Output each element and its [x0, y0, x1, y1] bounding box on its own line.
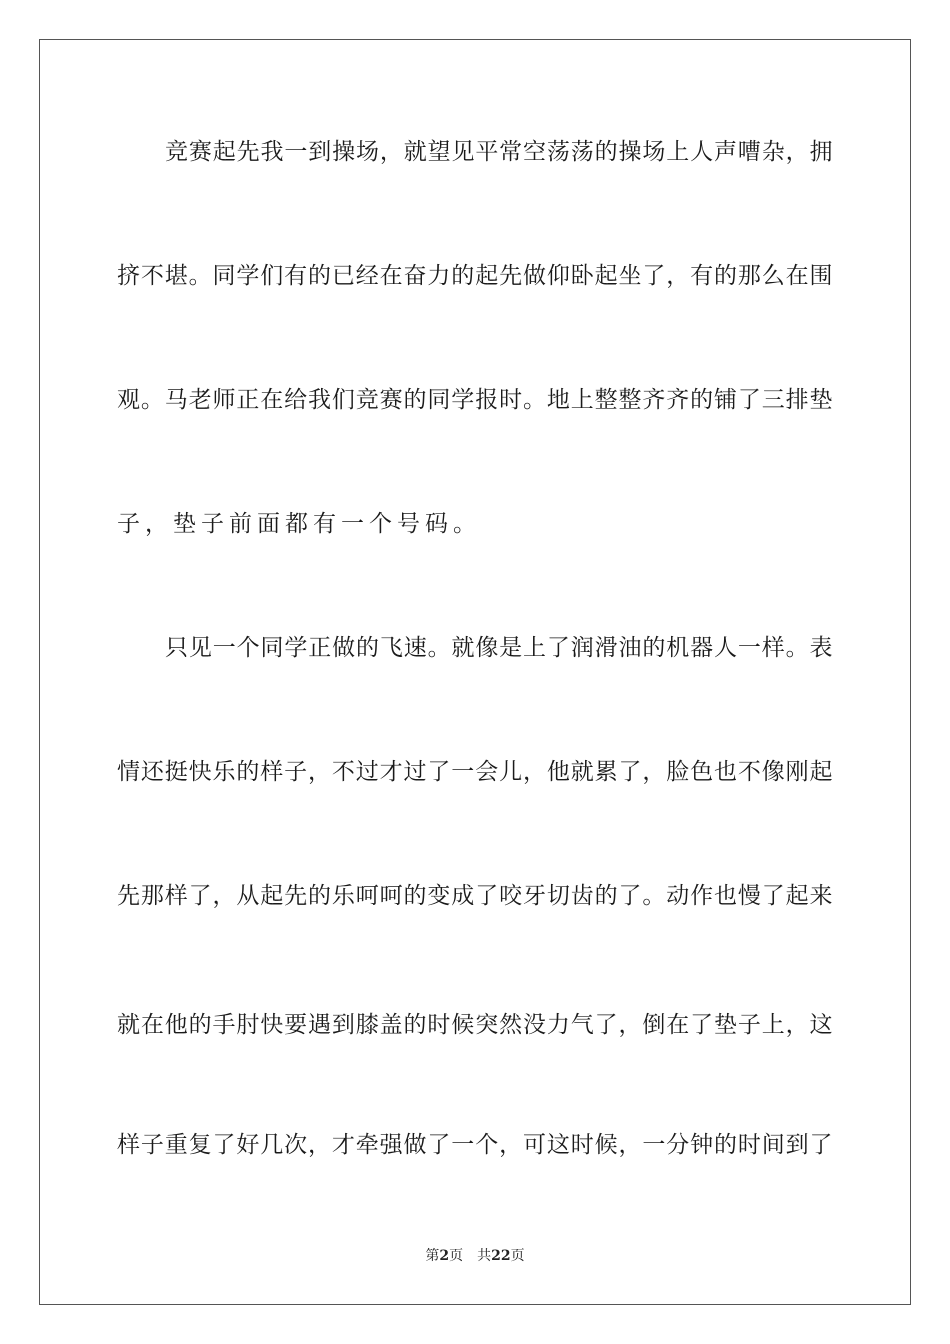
paragraph-2-line-2: 情还挺快乐的样子，不过才过了一会儿，他就累了，脸色也不像刚起 [117, 759, 833, 785]
footer-total-prefix: 共 [477, 1248, 492, 1264]
paragraph-1-line-2: 挤不堪。同学们有的已经在奋力的起先做仰卧起坐了，有的那么在围 [117, 263, 833, 289]
footer-total-pages: 22 [491, 1248, 511, 1264]
paragraph-2-line-3: 先那样了，从起先的乐呵呵的变成了咬牙切齿的了。动作也慢了起来 [117, 883, 833, 909]
page-border [39, 39, 911, 1305]
paragraph-1-line-1: 竞赛起先我一到操场，就望见平常空荡荡的操场上人声嘈杂，拥 [165, 139, 833, 165]
paragraph-2-line-1: 只见一个同学正做的飞速。就像是上了润滑油的机器人一样。表 [165, 635, 833, 661]
paragraph-2-line-4: 就在他的手肘快要遇到膝盖的时候突然没力气了，倒在了垫子上，这 [117, 1012, 833, 1038]
footer-page-number: 2 [439, 1248, 450, 1264]
page-footer [0, 1247, 950, 1265]
paragraph-1-line-4: 子，垫子前面都有一个号码。 [117, 511, 481, 537]
paragraph-2-line-5: 样子重复了好几次，才牵强做了一个，可这时候，一分钟的时间到了 [117, 1132, 833, 1158]
footer-total-suffix: 页 [510, 1248, 525, 1264]
paragraph-1-line-3: 观。马老师正在给我们竞赛的同学报时。地上整整齐齐的铺了三排垫 [117, 387, 833, 413]
footer-page-prefix: 第 [425, 1248, 440, 1264]
footer-page-suffix: 页 [449, 1248, 464, 1264]
